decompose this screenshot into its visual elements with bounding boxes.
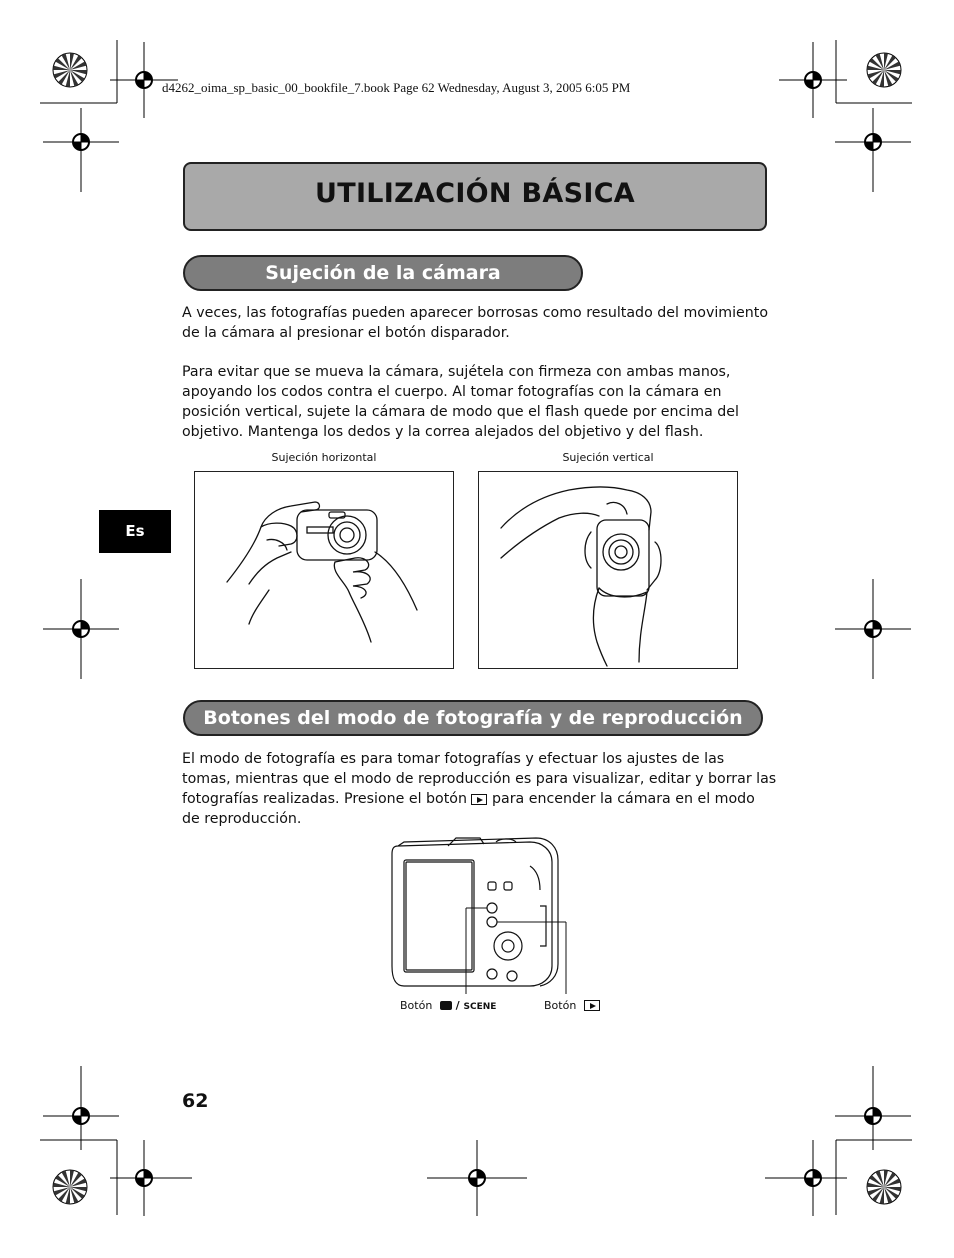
- camera-icon: [440, 1001, 452, 1010]
- paragraph-mode-text-after: para encender la cámara en el modo de reproducción.: [182, 791, 755, 827]
- section-title-holding: Sujeción de la cámara: [183, 255, 583, 291]
- caption-horizontal-grip: Sujeción horizontal: [271, 451, 377, 464]
- paragraph-mode-text-before: El modo de fotografía es para tomar fotografías y efectuar los ajustes de las tomas, mientras que el modo de reproducción es para visualizar, editar y borrar las fotografías realizadas. Presione el botón: [182, 751, 777, 807]
- section-title-mode-buttons: Botones del modo de fotografía y de reproducción: [183, 700, 763, 736]
- label-scene-text: SCENE: [463, 1002, 497, 1012]
- chapter-title: UTILIZACIÓN BÁSICA: [315, 178, 635, 209]
- caption-vertical-grip: Sujeción vertical: [562, 451, 654, 464]
- label-playback-text: Botón: [544, 999, 577, 1012]
- paragraph-mode-buttons: [182, 749, 777, 829]
- page-number: 62: [182, 1090, 209, 1112]
- camera-back-illustration: [380, 836, 580, 1016]
- figure-vertical-grip: [478, 471, 738, 669]
- label-playback-button: [544, 999, 600, 1012]
- playback-button-icon: [584, 1000, 600, 1011]
- hands-vertical-illustration: [479, 472, 737, 668]
- language-tab: Es: [99, 510, 171, 553]
- playback-icon: [471, 794, 487, 805]
- label-shooting-button: Botón / SCENE: [400, 999, 497, 1012]
- hands-horizontal-illustration: [195, 472, 453, 668]
- print-header: d4262_oima_sp_basic_00_bookfile_7.book Page 62 Wednesday, August 3, 2005 6:05 PM: [162, 80, 631, 95]
- figure-horizontal-grip: [194, 471, 454, 669]
- label-shooting-text: Botón: [400, 999, 433, 1012]
- paragraph-holding-instructions: Para evitar que se mueva la cámara, sujétela con firmeza con ambas manos, apoyando los codos contra el cuerpo. Al tomar fotografías con la cámara en posición vertical, sujete la cámara de modo que el flash quede por encima del objetivo. Mantenga los dedos y la correa alejados del objetivo y del flash.: [182, 364, 739, 440]
- paragraph-blur-warning: A veces, las fotografías pueden aparecer borrosas como resultado del movimiento de la cámara al presionar el botón disparador.: [182, 305, 769, 341]
